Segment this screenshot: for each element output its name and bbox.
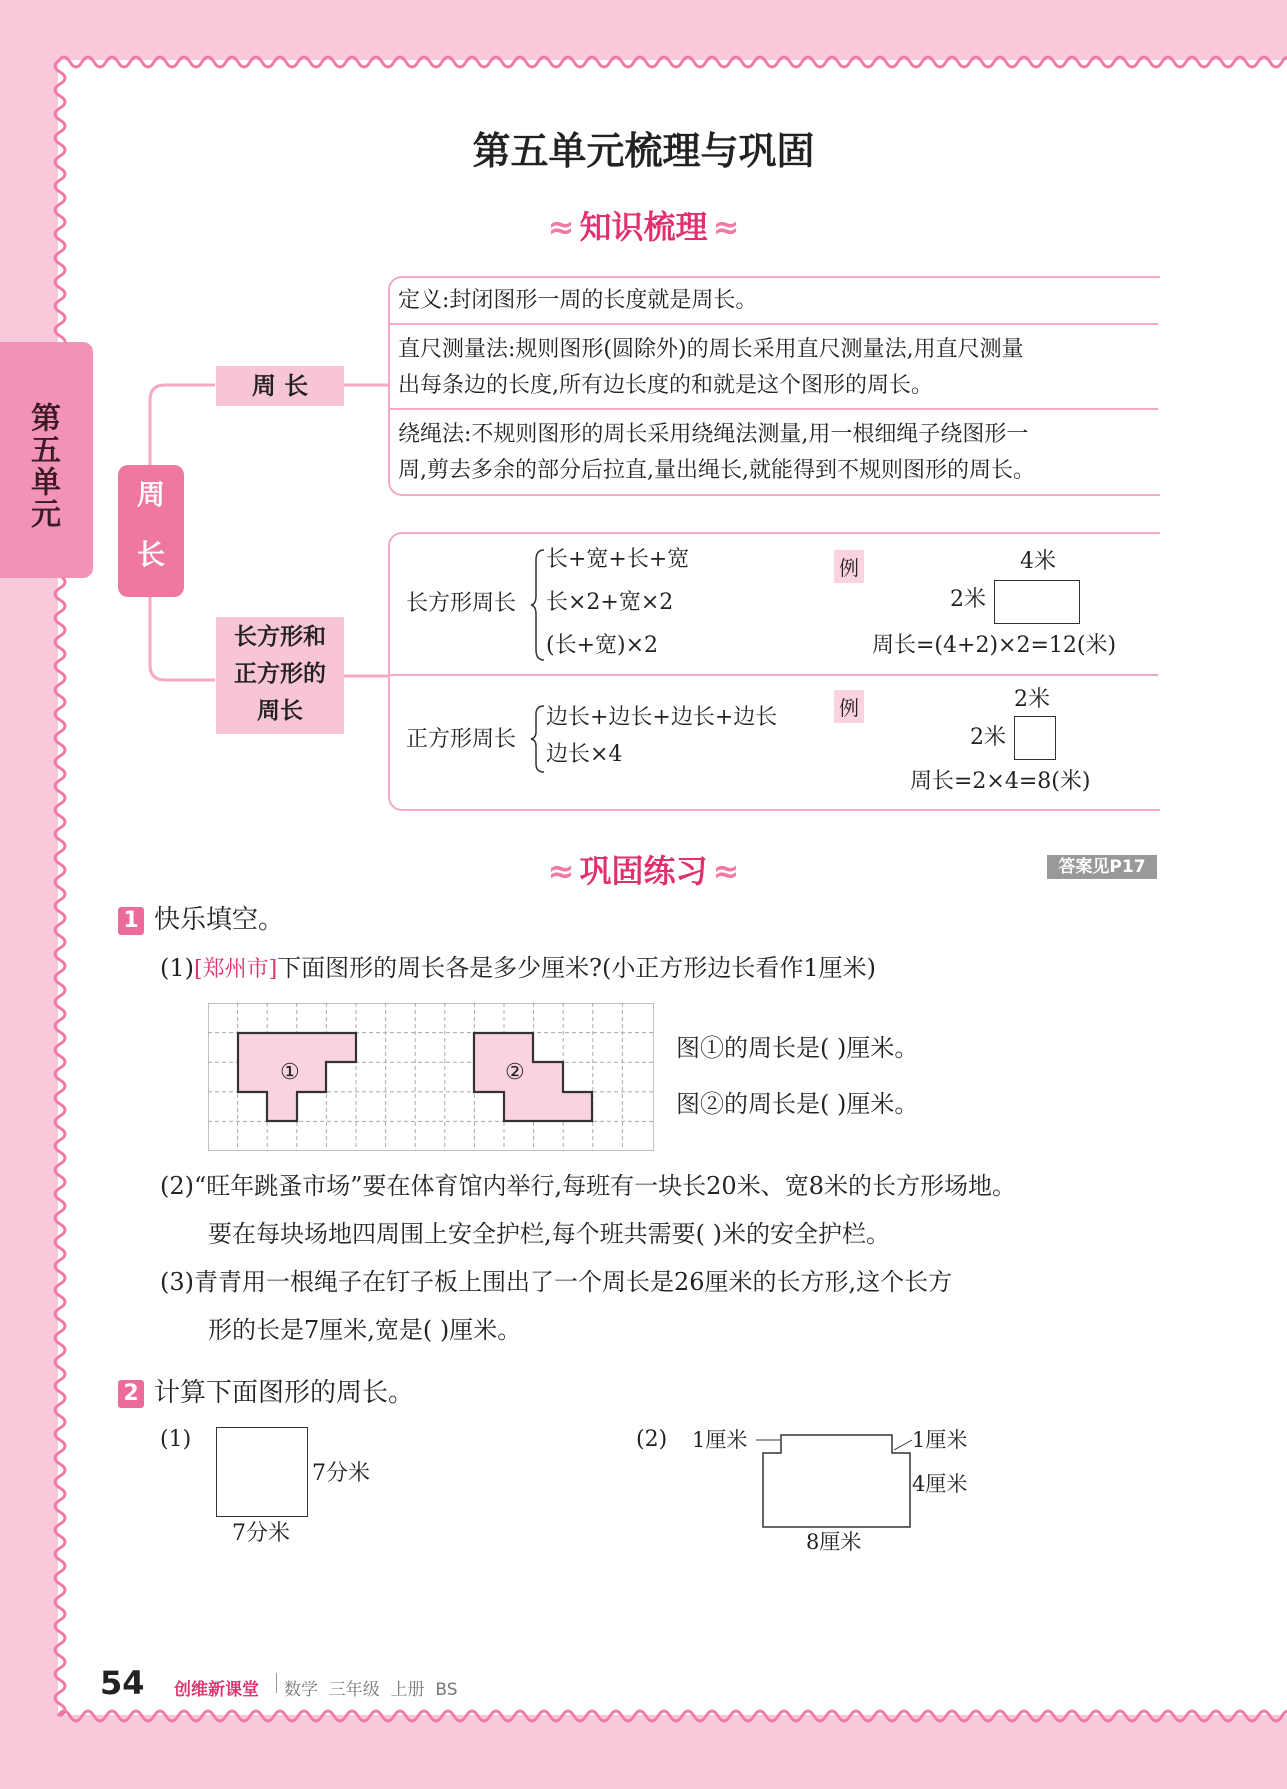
section-knowledge-title: 知识梳理 <box>579 208 708 246</box>
q1-part1-text: 下面图形的周长各是多少厘米?(小正方形边长看作1厘米) <box>277 954 877 982</box>
mindmap-root-node <box>118 465 184 597</box>
wave-icon: ≈ <box>547 852 575 890</box>
ruler-method-line1: 直尺测量法:规则图形(圆除外)的周长采用直尺测量法,用直尺测量 <box>398 337 1024 362</box>
footer-info: 数学 三年级 上册 BS <box>284 1680 458 1700</box>
chapter-side-tab-label: 第五单元 <box>25 402 60 530</box>
section-practice-title: 巩固练习 <box>579 852 708 890</box>
q2-bottom-label: 8厘米 <box>806 1530 862 1554</box>
branch2-line: 长方形和 <box>234 624 326 650</box>
question-1-title: 快乐填空。 <box>154 905 285 935</box>
rect-perimeter-label: 长方形周长 <box>406 591 517 616</box>
square-example-shape <box>1014 716 1056 760</box>
q2-figure1-label: (1) <box>160 1427 192 1452</box>
grid-figure <box>208 1003 654 1151</box>
square-example-side-top: 2米 <box>1014 687 1050 712</box>
q1-part1-number: (1) <box>160 954 194 982</box>
page-title: 第五单元梳理与巩固 <box>472 129 815 173</box>
q1-blank-figure2: 图②的周长是( )厘米。 <box>676 1090 919 1118</box>
question-number-badge: 2 <box>118 1380 144 1408</box>
square-formula: 边长×4 <box>546 742 623 767</box>
divider <box>390 674 1158 676</box>
definition-text: 定义:封闭图形一周的长度就是周长。 <box>398 288 758 313</box>
q2-square-shape <box>216 1427 308 1517</box>
question-number-badge: 1 <box>118 907 144 935</box>
q1-part3-line1: (3)青青用一根绳子在钉子板上围出了一个周长是26厘米的长方形,这个长方 <box>160 1268 953 1296</box>
rect-formula: 长+宽+长+宽 <box>546 547 690 572</box>
figure-2-shape <box>474 1033 592 1121</box>
example-tag: 例 <box>834 690 864 723</box>
question-2-title: 计算下面图形的周长。 <box>154 1378 415 1408</box>
q1-part3-line2: 形的长是7厘米,宽是( )厘米。 <box>208 1316 522 1344</box>
q1-blank-figure1: 图①的周长是( )厘米。 <box>676 1034 919 1062</box>
q2-side-label: 4厘米 <box>912 1472 968 1496</box>
figure-2-label: ② <box>505 1060 525 1085</box>
square-perimeter-label: 正方形周长 <box>406 727 517 752</box>
mindmap-branch-perimeter: 周 长 <box>216 366 344 406</box>
root-char: 周 <box>136 478 165 511</box>
rect-formula: 长×2+宽×2 <box>546 590 674 615</box>
divider <box>390 323 1158 325</box>
rect-example-width: 2米 <box>950 587 986 612</box>
page-number: 54 <box>100 1664 145 1702</box>
wave-icon: ≈ <box>712 852 740 890</box>
brace-icon <box>530 548 546 662</box>
footer-brand: 创维新课堂 <box>174 1680 259 1700</box>
q1-part2-line1: (2)“旺年跳蚤市场”要在体育馆内举行,每班有一块长20米、宽8米的长方形场地。 <box>160 1172 1016 1200</box>
rect-formula: (长+宽)×2 <box>546 633 659 658</box>
rope-method-line1: 绕绳法:不规则图形的周长采用绕绳法测量,用一根细绳子绕图形一 <box>398 422 1029 447</box>
square-formula: 边长+边长+边长+边长 <box>546 705 778 730</box>
q2-square-bottom: 7分米 <box>232 1521 290 1546</box>
rect-example-length: 4米 <box>1020 549 1056 574</box>
mindmap-branch-rect-square <box>216 617 344 734</box>
region-tag: [郑州市] <box>194 957 278 982</box>
answer-reference-tag: 答案见P17 <box>1047 855 1157 879</box>
figure-1-label: ① <box>280 1060 300 1085</box>
q2-square-side: 7分米 <box>312 1461 370 1486</box>
root-char: 长 <box>136 538 165 571</box>
branch2-line: 周长 <box>257 698 303 724</box>
square-example-result: 周长=2×4=8(米) <box>910 769 1091 794</box>
footer-divider <box>276 1673 277 1693</box>
wave-icon: ≈ <box>712 208 740 246</box>
wave-icon: ≈ <box>547 208 575 246</box>
rect-example-result: 周长=(4+2)×2=12(米) <box>872 633 1117 658</box>
branch2-line: 正方形的 <box>234 661 326 687</box>
brace-icon <box>530 704 546 774</box>
q1-part2-line2: 要在每块场地四周围上安全护栏,每个班共需要( )米的安全护栏。 <box>208 1220 890 1248</box>
q2-figure2-label: (2) <box>636 1427 668 1452</box>
square-example-side-left: 2米 <box>970 725 1006 750</box>
q2-notch-right: 1厘米 <box>912 1428 968 1452</box>
ruler-method-line2: 出每条边的长度,所有边长度的和就是这个图形的周长。 <box>398 373 933 398</box>
q2-notch-left: 1厘米 <box>692 1428 748 1452</box>
divider <box>390 408 1158 410</box>
rope-method-line2: 周,剪去多余的部分后拉直,量出绳长,就能得到不规则图形的周长。 <box>398 458 1035 483</box>
example-tag: 例 <box>834 550 864 583</box>
rect-example-shape <box>994 580 1080 624</box>
q1-part1 <box>160 950 876 988</box>
